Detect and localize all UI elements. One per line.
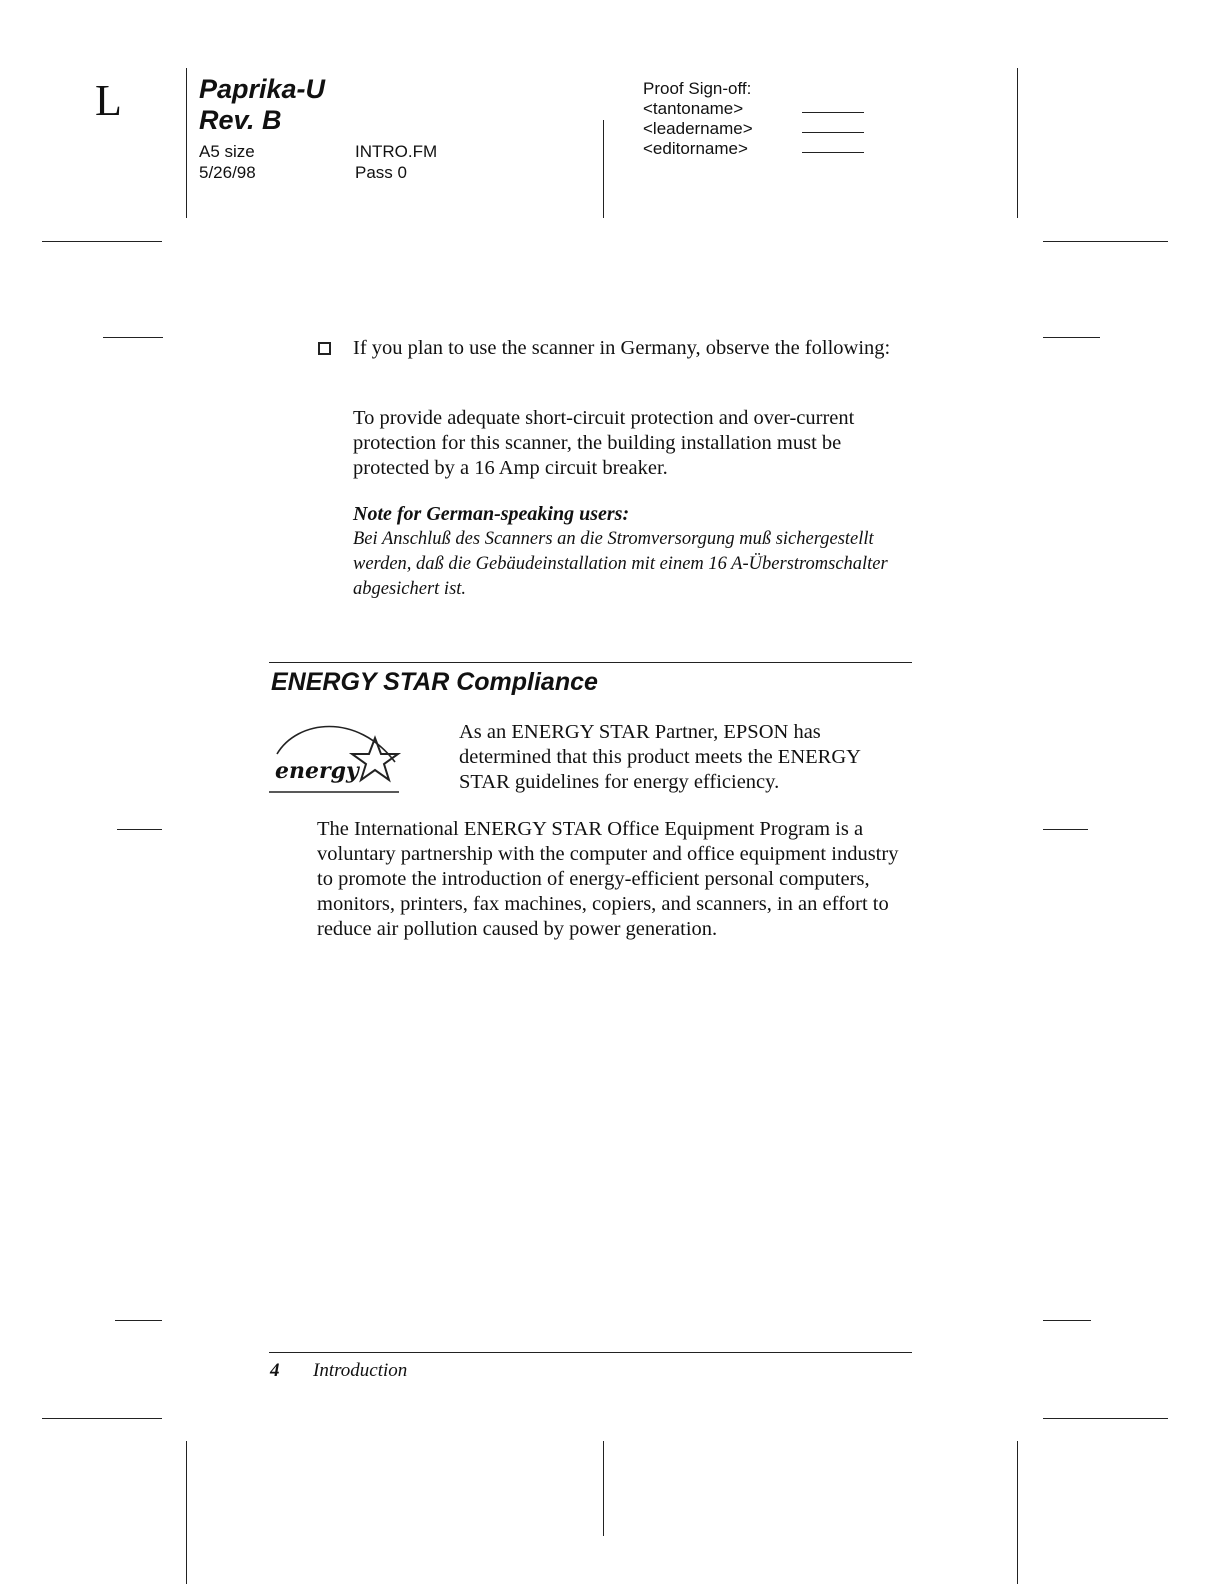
crop-mark-bottom-right xyxy=(1017,1441,1018,1584)
german-note-text: Bei Anschluß des Scanners an die Stromversorgung muß sichergestellt werden, daß die Gebäudeinstallation mit einem 16 A-Überstromschalter abgesichert ist. xyxy=(353,529,888,599)
energy-logo-text: energy xyxy=(275,758,359,784)
section-title: ENERGY STAR Compliance xyxy=(271,668,598,696)
proof-name-editor: <editorname> xyxy=(643,139,748,158)
crop-mark-right-4 xyxy=(1043,1320,1091,1321)
energy-star-logo xyxy=(267,716,407,796)
crop-mark-top-right xyxy=(1017,68,1018,218)
signature-line-1 xyxy=(802,112,864,113)
crop-mark-right-3 xyxy=(1043,829,1088,830)
pass-number: Pass 0 xyxy=(355,163,407,182)
section-rule xyxy=(269,662,912,663)
germany-lead-text: If you plan to use the scanner in Germany, observe the following: xyxy=(353,337,891,359)
crop-mark-right-1 xyxy=(1043,241,1168,242)
partner-text: As an ENERGY STAR Partner, EPSON has determined that this product meets the ENERGY STAR guidelines for energy efficiency. xyxy=(459,721,861,793)
crop-mark-right-2 xyxy=(1043,337,1100,338)
circuit-protection-text: To provide adequate short-circuit protection and over-current protection for this scanner, the building installation must be protected by a 16 Amp circuit breaker. xyxy=(353,407,855,479)
crop-mark-left-2 xyxy=(103,337,163,338)
crop-mark-bottom-center xyxy=(603,1441,604,1536)
checkbox-bullet-icon xyxy=(318,342,331,355)
proof-title: Proof Sign-off: xyxy=(643,79,752,98)
side-letter: L xyxy=(95,76,122,125)
signature-line-3 xyxy=(802,152,864,153)
energy-star-graphic xyxy=(267,716,407,796)
crop-mark-bottom-left xyxy=(186,1441,187,1584)
crop-mark-right-5 xyxy=(1043,1418,1168,1419)
signature-line-2 xyxy=(802,132,864,133)
chapter-name: Introduction xyxy=(313,1360,408,1381)
crop-mark-top-left xyxy=(186,68,187,218)
paper-size: A5 size xyxy=(199,142,255,161)
footer-rule xyxy=(269,1352,912,1353)
crop-mark-left-4 xyxy=(115,1320,162,1321)
note-title: Note for German-speaking users: xyxy=(353,503,630,525)
page-number: 4 xyxy=(270,1360,280,1381)
file-name: INTRO.FM xyxy=(355,142,438,161)
product-name: Paprika-U xyxy=(199,74,326,104)
revision: Rev. B xyxy=(199,105,282,135)
program-text: The International ENERGY STAR Office Equipment Program is a voluntary partnership with the computer and office equipment industry to promote the introduction of energy-efficient personal computers, monitors, printers, fax machines, copiers, and scanners, in an effort to reduce air pollution caused by power generation. xyxy=(317,818,899,940)
crop-mark-left-3 xyxy=(117,829,162,830)
proof-name-leader: <leadername> xyxy=(643,119,753,138)
crop-mark-left-1 xyxy=(42,241,162,242)
crop-mark-top-center xyxy=(603,120,604,218)
proof-name-tanto: <tantoname> xyxy=(643,99,744,118)
print-date: 5/26/98 xyxy=(199,163,256,182)
crop-mark-left-5 xyxy=(42,1418,162,1419)
